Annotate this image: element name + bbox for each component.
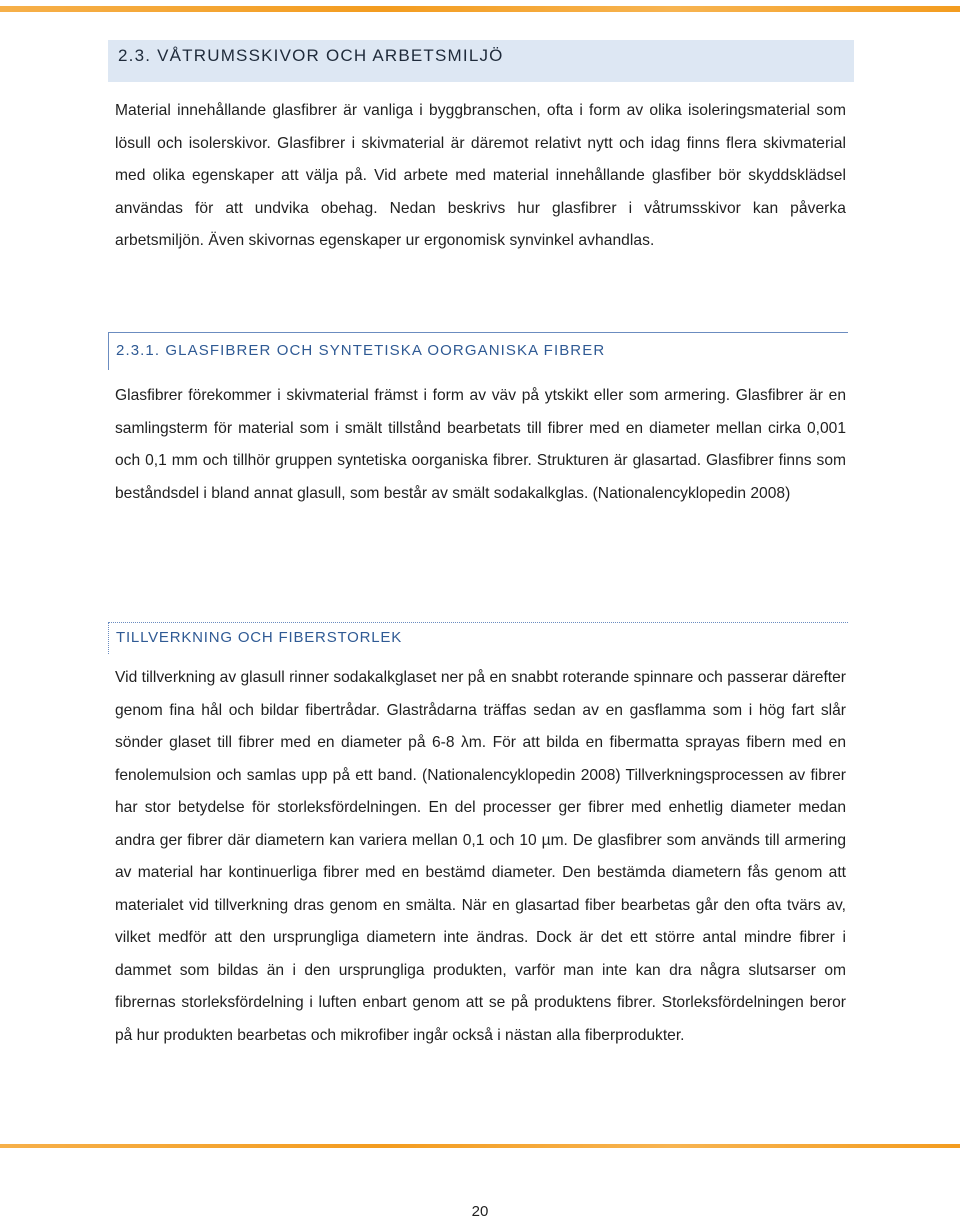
section-paragraph: Material innehållande glasfibrer är vanliga i byggbranschen, ofta i form av olika isoleringsmaterial som lösull och isolerskivor. Glasfibrer i skivmaterial är däremot relativt nytt och idag finns flera skivmaterial med olika egenskaper att välja på. Vid arbete med material innehållande glasfiber bör skyddsklädsel användas för att undvika obehag. Nedan beskrivs hur glasfibrer i våtrumsskivor kan påverka arbetsmiljön. Även skivornas egenskaper ur ergonomisk synvinkel avhandlas.: [115, 102, 846, 249]
page-number: 20: [471, 1203, 489, 1220]
subsection-paragraph: Glasfibrer förekommer i skivmaterial främst i form av väv på ytskikt eller som armering. Glasfibrer är en samlingsterm för material som i smält tillstånd bearbetats till fibrer med en diameter mellan cirka 0,001 och 0,1 mm och tillhör gruppen syntetiska oorganiska fibrer. Strukturen är glasartad. Glasfibrer finns som beståndsdel i bland annat glasull, som består av smält sodakalkglas. (Nationalencyklopedin 2008): [115, 387, 846, 502]
bottom-decorative-bar: [0, 1144, 960, 1148]
subsubsection-heading: TILLVERKNING OCH FIBERSTORLEK: [108, 622, 848, 654]
section-heading: 2.3. VÅTRUMSSKIVOR OCH ARBETSMILJÖ: [108, 40, 854, 82]
subsubsection-paragraph: Vid tillverkning av glasull rinner sodakalkglaset ner på en snabbt roterande spinnare och passerar därefter genom fina hål och bildar fibertrådar. Glastrådarna träffas sedan av en gasflamma som i hög fart slår sönder glaset till fibrer med en diameter på 6-8 λm. För att bilda en fibermatta sprayas fibern med en fenolemulsion och samlas upp på ett band. (Nationalencyklopedin 2008) Tillverkningsprocessen av fibrer har stor betydelse för storleksfördelningen. En del processer ger fibrer med enhetlig diameter medan andra ger fibrer där diametern kan variera mellan 0,1 och 10 µm. De glasfibrer som används till armering av material har kontinuerliga fibrer med en bestämd diameter. Den bestämda diametern fås genom att materialet vid tillverkning dras genom en smälta. När en glasartad fiber bearbetas går den ofta tvärs av, vilket medför att den ursprungliga diametern inte ändras. Dock är det ett större antal mindre fibrer i dammet som bildas än i den ursprungliga produkten, varför man inte kan dra några slutsarser om fibrernas storleksfördelning i luften enbart genom att se på produktens fibrer. Storleksfördelningen beror på hur produkten bearbetas och mikrofiber ingår också i nästan alla fiberprodukter.: [115, 669, 846, 1044]
subsection-heading: 2.3.1. GLASFIBRER OCH SYNTETISKA OORGANISKA FIBRER: [108, 332, 848, 370]
top-decorative-bar: [0, 6, 960, 12]
